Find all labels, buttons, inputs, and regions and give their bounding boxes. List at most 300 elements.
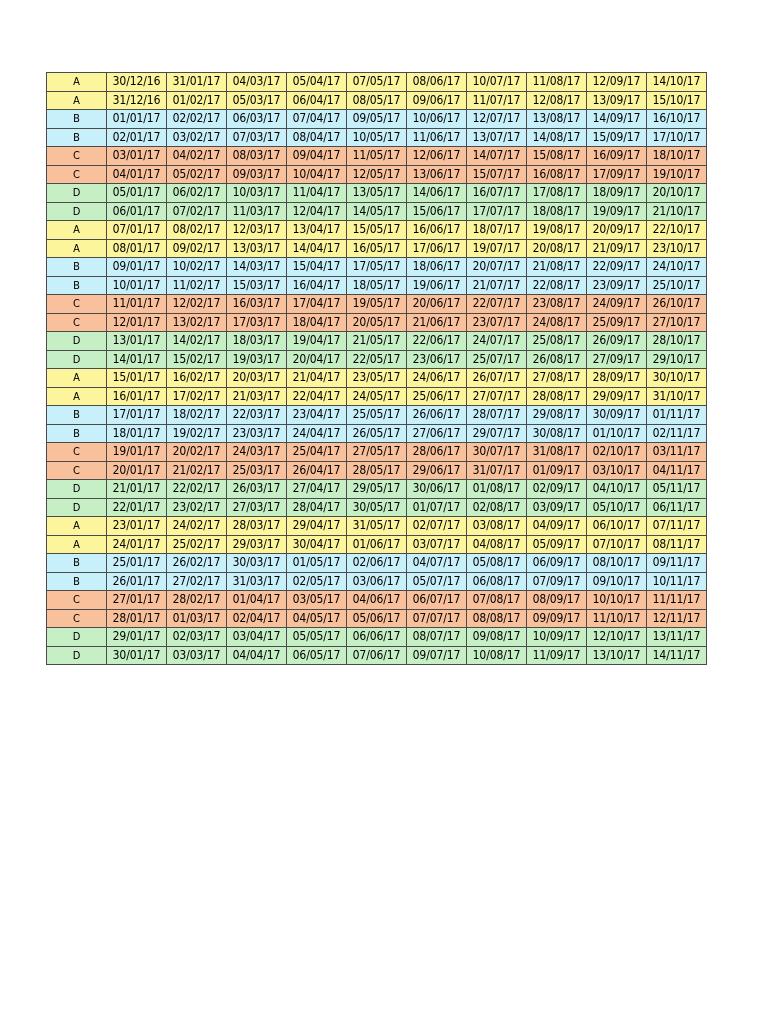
group-label-cell: B — [47, 424, 107, 443]
date-cell: 19/10/17 — [647, 165, 707, 184]
date-cell: 16/02/17 — [167, 369, 227, 388]
date-cell: 31/10/17 — [647, 387, 707, 406]
date-cell: 06/01/17 — [107, 202, 167, 221]
date-cell: 24/09/17 — [587, 295, 647, 314]
date-cell: 12/05/17 — [347, 165, 407, 184]
date-cell: 05/04/17 — [287, 73, 347, 92]
date-cell: 16/01/17 — [107, 387, 167, 406]
table-row — [47, 147, 707, 166]
date-cell: 07/04/17 — [287, 110, 347, 129]
date-cell: 22/08/17 — [527, 276, 587, 295]
date-cell: 03/02/17 — [167, 128, 227, 147]
date-cell: 05/01/17 — [107, 184, 167, 203]
table-row — [47, 628, 707, 647]
date-cell: 28/08/17 — [527, 387, 587, 406]
date-cell: 19/05/17 — [347, 295, 407, 314]
date-cell: 30/10/17 — [647, 369, 707, 388]
date-cell: 17/10/17 — [647, 128, 707, 147]
date-cell: 18/08/17 — [527, 202, 587, 221]
date-cell: 31/01/17 — [167, 73, 227, 92]
date-cell: 08/05/17 — [347, 91, 407, 110]
date-cell: 02/06/17 — [347, 554, 407, 573]
table-row — [47, 387, 707, 406]
date-cell: 11/09/17 — [527, 646, 587, 665]
date-cell: 07/06/17 — [347, 646, 407, 665]
date-cell: 28/06/17 — [407, 443, 467, 462]
table-row — [47, 369, 707, 388]
date-cell: 20/04/17 — [287, 350, 347, 369]
date-cell: 09/06/17 — [407, 91, 467, 110]
date-cell: 28/05/17 — [347, 461, 407, 480]
table-row — [47, 91, 707, 110]
date-cell: 04/10/17 — [587, 480, 647, 499]
date-cell: 19/06/17 — [407, 276, 467, 295]
date-cell: 10/09/17 — [527, 628, 587, 647]
date-cell: 04/06/17 — [347, 591, 407, 610]
group-label-cell: B — [47, 554, 107, 573]
date-cell: 16/06/17 — [407, 221, 467, 240]
group-label-cell: D — [47, 202, 107, 221]
group-label-cell: A — [47, 517, 107, 536]
date-cell: 11/04/17 — [287, 184, 347, 203]
date-cell: 20/02/17 — [167, 443, 227, 462]
table-row — [47, 110, 707, 129]
date-cell: 24/02/17 — [167, 517, 227, 536]
table-row — [47, 646, 707, 665]
date-cell: 25/04/17 — [287, 443, 347, 462]
date-cell: 28/03/17 — [227, 517, 287, 536]
date-cell: 04/07/17 — [407, 554, 467, 573]
group-label-cell: D — [47, 480, 107, 499]
date-cell: 19/07/17 — [467, 239, 527, 258]
date-cell: 23/06/17 — [407, 350, 467, 369]
date-cell: 12/08/17 — [527, 91, 587, 110]
date-cell: 05/09/17 — [527, 535, 587, 554]
date-cell: 21/08/17 — [527, 258, 587, 277]
date-cell: 06/11/17 — [647, 498, 707, 517]
date-cell: 28/04/17 — [287, 498, 347, 517]
date-cell: 13/07/17 — [467, 128, 527, 147]
date-cell: 02/01/17 — [107, 128, 167, 147]
group-label-cell: C — [47, 313, 107, 332]
date-cell: 04/03/17 — [227, 73, 287, 92]
group-label-cell: A — [47, 91, 107, 110]
date-cell: 30/04/17 — [287, 535, 347, 554]
date-cell: 11/07/17 — [467, 91, 527, 110]
date-cell: 17/05/17 — [347, 258, 407, 277]
group-label-cell: B — [47, 276, 107, 295]
date-cell: 17/06/17 — [407, 239, 467, 258]
date-cell: 31/12/16 — [107, 91, 167, 110]
table-row — [47, 554, 707, 573]
date-cell: 10/04/17 — [287, 165, 347, 184]
date-cell: 13/06/17 — [407, 165, 467, 184]
date-cell: 13/01/17 — [107, 332, 167, 351]
date-cell: 01/02/17 — [167, 91, 227, 110]
date-cell: 04/01/17 — [107, 165, 167, 184]
date-cell: 19/04/17 — [287, 332, 347, 351]
date-cell: 24/03/17 — [227, 443, 287, 462]
table-row — [47, 276, 707, 295]
date-cell: 09/05/17 — [347, 110, 407, 129]
date-cell: 14/08/17 — [527, 128, 587, 147]
date-cell: 08/06/17 — [407, 73, 467, 92]
date-cell: 30/09/17 — [587, 406, 647, 425]
date-cell: 11/06/17 — [407, 128, 467, 147]
date-cell: 22/04/17 — [287, 387, 347, 406]
date-cell: 31/07/17 — [467, 461, 527, 480]
date-cell: 16/07/17 — [467, 184, 527, 203]
date-cell: 21/07/17 — [467, 276, 527, 295]
date-cell: 01/03/17 — [167, 609, 227, 628]
group-label-cell: C — [47, 295, 107, 314]
date-cell: 25/05/17 — [347, 406, 407, 425]
date-cell: 10/02/17 — [167, 258, 227, 277]
date-cell: 03/01/17 — [107, 147, 167, 166]
date-cell: 06/02/17 — [167, 184, 227, 203]
date-cell: 25/09/17 — [587, 313, 647, 332]
date-cell: 07/08/17 — [467, 591, 527, 610]
date-cell: 06/05/17 — [287, 646, 347, 665]
group-label-cell: C — [47, 591, 107, 610]
date-cell: 13/05/17 — [347, 184, 407, 203]
date-cell: 30/07/17 — [467, 443, 527, 462]
date-cell: 04/04/17 — [227, 646, 287, 665]
date-cell: 07/01/17 — [107, 221, 167, 240]
group-label-cell: D — [47, 646, 107, 665]
date-cell: 08/04/17 — [287, 128, 347, 147]
date-cell: 20/03/17 — [227, 369, 287, 388]
date-cell: 13/03/17 — [227, 239, 287, 258]
date-cell: 22/09/17 — [587, 258, 647, 277]
table-row — [47, 221, 707, 240]
date-cell: 22/05/17 — [347, 350, 407, 369]
date-cell: 27/09/17 — [587, 350, 647, 369]
date-cell: 03/11/17 — [647, 443, 707, 462]
date-cell: 05/08/17 — [467, 554, 527, 573]
date-cell: 22/07/17 — [467, 295, 527, 314]
table-row — [47, 424, 707, 443]
date-cell: 20/09/17 — [587, 221, 647, 240]
date-cell: 13/11/17 — [647, 628, 707, 647]
date-cell: 02/05/17 — [287, 572, 347, 591]
table-row — [47, 609, 707, 628]
date-cell: 16/09/17 — [587, 147, 647, 166]
date-cell: 11/10/17 — [587, 609, 647, 628]
date-cell: 04/08/17 — [467, 535, 527, 554]
table-row — [47, 165, 707, 184]
date-cell: 24/08/17 — [527, 313, 587, 332]
date-cell: 12/07/17 — [467, 110, 527, 129]
date-cell: 02/08/17 — [467, 498, 527, 517]
date-cell: 17/03/17 — [227, 313, 287, 332]
date-cell: 12/01/17 — [107, 313, 167, 332]
table-row — [47, 313, 707, 332]
date-cell: 01/07/17 — [407, 498, 467, 517]
date-cell: 05/11/17 — [647, 480, 707, 499]
date-cell: 25/08/17 — [527, 332, 587, 351]
date-cell: 29/08/17 — [527, 406, 587, 425]
date-cell: 04/09/17 — [527, 517, 587, 536]
date-cell: 06/09/17 — [527, 554, 587, 573]
date-cell: 27/01/17 — [107, 591, 167, 610]
date-cell: 12/03/17 — [227, 221, 287, 240]
group-label-cell: A — [47, 239, 107, 258]
date-cell: 18/07/17 — [467, 221, 527, 240]
date-cell: 11/03/17 — [227, 202, 287, 221]
date-cell: 15/02/17 — [167, 350, 227, 369]
date-cell: 09/10/17 — [587, 572, 647, 591]
date-cell: 15/06/17 — [407, 202, 467, 221]
date-cell: 16/10/17 — [647, 110, 707, 129]
date-cell: 06/08/17 — [467, 572, 527, 591]
date-cell: 18/04/17 — [287, 313, 347, 332]
date-cell: 08/09/17 — [527, 591, 587, 610]
date-cell: 25/07/17 — [467, 350, 527, 369]
date-cell: 26/07/17 — [467, 369, 527, 388]
date-cell: 12/09/17 — [587, 73, 647, 92]
date-cell: 19/02/17 — [167, 424, 227, 443]
date-cell: 19/08/17 — [527, 221, 587, 240]
group-label-cell: C — [47, 165, 107, 184]
date-cell: 10/01/17 — [107, 276, 167, 295]
date-cell: 02/03/17 — [167, 628, 227, 647]
date-cell: 29/05/17 — [347, 480, 407, 499]
date-cell: 03/07/17 — [407, 535, 467, 554]
date-cell: 13/09/17 — [587, 91, 647, 110]
date-cell: 01/06/17 — [347, 535, 407, 554]
date-cell: 19/01/17 — [107, 443, 167, 462]
date-cell: 17/09/17 — [587, 165, 647, 184]
group-label-cell: A — [47, 387, 107, 406]
date-cell: 03/05/17 — [287, 591, 347, 610]
date-cell: 23/08/17 — [527, 295, 587, 314]
date-cell: 07/09/17 — [527, 572, 587, 591]
table-row — [47, 295, 707, 314]
date-cell: 03/03/17 — [167, 646, 227, 665]
date-cell: 12/04/17 — [287, 202, 347, 221]
date-cell: 02/07/17 — [407, 517, 467, 536]
date-cell: 26/03/17 — [227, 480, 287, 499]
date-cell: 09/11/17 — [647, 554, 707, 573]
date-cell: 21/05/17 — [347, 332, 407, 351]
table-row — [47, 239, 707, 258]
date-cell: 06/10/17 — [587, 517, 647, 536]
group-label-cell: C — [47, 443, 107, 462]
date-cell: 21/09/17 — [587, 239, 647, 258]
date-cell: 14/11/17 — [647, 646, 707, 665]
date-cell: 23/03/17 — [227, 424, 287, 443]
date-cell: 10/06/17 — [407, 110, 467, 129]
date-cell: 14/03/17 — [227, 258, 287, 277]
date-cell: 10/11/17 — [647, 572, 707, 591]
date-cell: 15/07/17 — [467, 165, 527, 184]
table-row — [47, 535, 707, 554]
date-cell: 27/02/17 — [167, 572, 227, 591]
date-cell: 09/07/17 — [407, 646, 467, 665]
date-cell: 15/04/17 — [287, 258, 347, 277]
date-cell: 24/06/17 — [407, 369, 467, 388]
date-cell: 06/07/17 — [407, 591, 467, 610]
date-cell: 30/08/17 — [527, 424, 587, 443]
shift-schedule-body — [47, 73, 707, 665]
group-label-cell: D — [47, 498, 107, 517]
date-cell: 05/07/17 — [407, 572, 467, 591]
date-cell: 05/03/17 — [227, 91, 287, 110]
date-cell: 21/01/17 — [107, 480, 167, 499]
table-row — [47, 258, 707, 277]
date-cell: 09/02/17 — [167, 239, 227, 258]
date-cell: 18/03/17 — [227, 332, 287, 351]
date-cell: 01/08/17 — [467, 480, 527, 499]
date-cell: 30/05/17 — [347, 498, 407, 517]
date-cell: 01/10/17 — [587, 424, 647, 443]
date-cell: 14/02/17 — [167, 332, 227, 351]
date-cell: 25/01/17 — [107, 554, 167, 573]
date-cell: 19/09/17 — [587, 202, 647, 221]
group-label-cell: B — [47, 258, 107, 277]
group-label-cell: D — [47, 350, 107, 369]
date-cell: 29/06/17 — [407, 461, 467, 480]
date-cell: 23/09/17 — [587, 276, 647, 295]
group-label-cell: B — [47, 572, 107, 591]
date-cell: 12/11/17 — [647, 609, 707, 628]
date-cell: 10/03/17 — [227, 184, 287, 203]
date-cell: 15/08/17 — [527, 147, 587, 166]
date-cell: 28/10/17 — [647, 332, 707, 351]
date-cell: 30/12/16 — [107, 73, 167, 92]
date-cell: 28/09/17 — [587, 369, 647, 388]
date-cell: 22/01/17 — [107, 498, 167, 517]
date-cell: 22/02/17 — [167, 480, 227, 499]
date-cell: 17/01/17 — [107, 406, 167, 425]
date-cell: 21/06/17 — [407, 313, 467, 332]
date-cell: 13/04/17 — [287, 221, 347, 240]
date-cell: 23/05/17 — [347, 369, 407, 388]
date-cell: 20/05/17 — [347, 313, 407, 332]
date-cell: 24/07/17 — [467, 332, 527, 351]
table-row — [47, 202, 707, 221]
date-cell: 16/08/17 — [527, 165, 587, 184]
date-cell: 15/09/17 — [587, 128, 647, 147]
date-cell: 26/10/17 — [647, 295, 707, 314]
group-label-cell: C — [47, 147, 107, 166]
date-cell: 20/06/17 — [407, 295, 467, 314]
table-row — [47, 480, 707, 499]
date-cell: 10/10/17 — [587, 591, 647, 610]
date-cell: 29/07/17 — [467, 424, 527, 443]
date-cell: 03/04/17 — [227, 628, 287, 647]
date-cell: 08/03/17 — [227, 147, 287, 166]
date-cell: 03/10/17 — [587, 461, 647, 480]
date-cell: 07/02/17 — [167, 202, 227, 221]
group-label-cell: B — [47, 110, 107, 129]
table-row — [47, 498, 707, 517]
date-cell: 21/04/17 — [287, 369, 347, 388]
date-cell: 18/01/17 — [107, 424, 167, 443]
date-cell: 21/03/17 — [227, 387, 287, 406]
date-cell: 31/05/17 — [347, 517, 407, 536]
date-cell: 29/03/17 — [227, 535, 287, 554]
date-cell: 20/07/17 — [467, 258, 527, 277]
date-cell: 26/01/17 — [107, 572, 167, 591]
date-cell: 06/04/17 — [287, 91, 347, 110]
date-cell: 29/09/17 — [587, 387, 647, 406]
date-cell: 18/09/17 — [587, 184, 647, 203]
date-cell: 18/02/17 — [167, 406, 227, 425]
date-cell: 25/03/17 — [227, 461, 287, 480]
date-cell: 10/07/17 — [467, 73, 527, 92]
date-cell: 13/08/17 — [527, 110, 587, 129]
date-cell: 18/06/17 — [407, 258, 467, 277]
table-row — [47, 406, 707, 425]
group-label-cell: A — [47, 535, 107, 554]
table-row — [47, 332, 707, 351]
date-cell: 08/02/17 — [167, 221, 227, 240]
date-cell: 06/03/17 — [227, 110, 287, 129]
date-cell: 14/09/17 — [587, 110, 647, 129]
date-cell: 19/03/17 — [227, 350, 287, 369]
date-cell: 02/02/17 — [167, 110, 227, 129]
table-row — [47, 517, 707, 536]
group-label-cell: A — [47, 73, 107, 92]
date-cell: 20/01/17 — [107, 461, 167, 480]
date-cell: 09/04/17 — [287, 147, 347, 166]
date-cell: 27/03/17 — [227, 498, 287, 517]
date-cell: 25/06/17 — [407, 387, 467, 406]
date-cell: 30/01/17 — [107, 646, 167, 665]
date-cell: 24/01/17 — [107, 535, 167, 554]
date-cell: 13/02/17 — [167, 313, 227, 332]
date-cell: 25/02/17 — [167, 535, 227, 554]
table-row — [47, 350, 707, 369]
date-cell: 10/05/17 — [347, 128, 407, 147]
date-cell: 10/08/17 — [467, 646, 527, 665]
date-cell: 20/08/17 — [527, 239, 587, 258]
table-row — [47, 591, 707, 610]
date-cell: 23/07/17 — [467, 313, 527, 332]
date-cell: 23/04/17 — [287, 406, 347, 425]
date-cell: 05/06/17 — [347, 609, 407, 628]
date-cell: 23/02/17 — [167, 498, 227, 517]
date-cell: 28/01/17 — [107, 609, 167, 628]
date-cell: 15/03/17 — [227, 276, 287, 295]
date-cell: 27/04/17 — [287, 480, 347, 499]
date-cell: 13/10/17 — [587, 646, 647, 665]
date-cell: 31/08/17 — [527, 443, 587, 462]
date-cell: 15/01/17 — [107, 369, 167, 388]
date-cell: 11/08/17 — [527, 73, 587, 92]
date-cell: 15/10/17 — [647, 91, 707, 110]
date-cell: 22/03/17 — [227, 406, 287, 425]
date-cell: 16/04/17 — [287, 276, 347, 295]
date-cell: 30/06/17 — [407, 480, 467, 499]
date-cell: 14/07/17 — [467, 147, 527, 166]
date-cell: 12/02/17 — [167, 295, 227, 314]
group-label-cell: B — [47, 128, 107, 147]
date-cell: 05/10/17 — [587, 498, 647, 517]
date-cell: 26/05/17 — [347, 424, 407, 443]
date-cell: 07/11/17 — [647, 517, 707, 536]
date-cell: 17/02/17 — [167, 387, 227, 406]
group-label-cell: D — [47, 184, 107, 203]
date-cell: 22/10/17 — [647, 221, 707, 240]
date-cell: 22/06/17 — [407, 332, 467, 351]
date-cell: 26/09/17 — [587, 332, 647, 351]
date-cell: 01/09/17 — [527, 461, 587, 480]
date-cell: 29/10/17 — [647, 350, 707, 369]
date-cell: 01/05/17 — [287, 554, 347, 573]
